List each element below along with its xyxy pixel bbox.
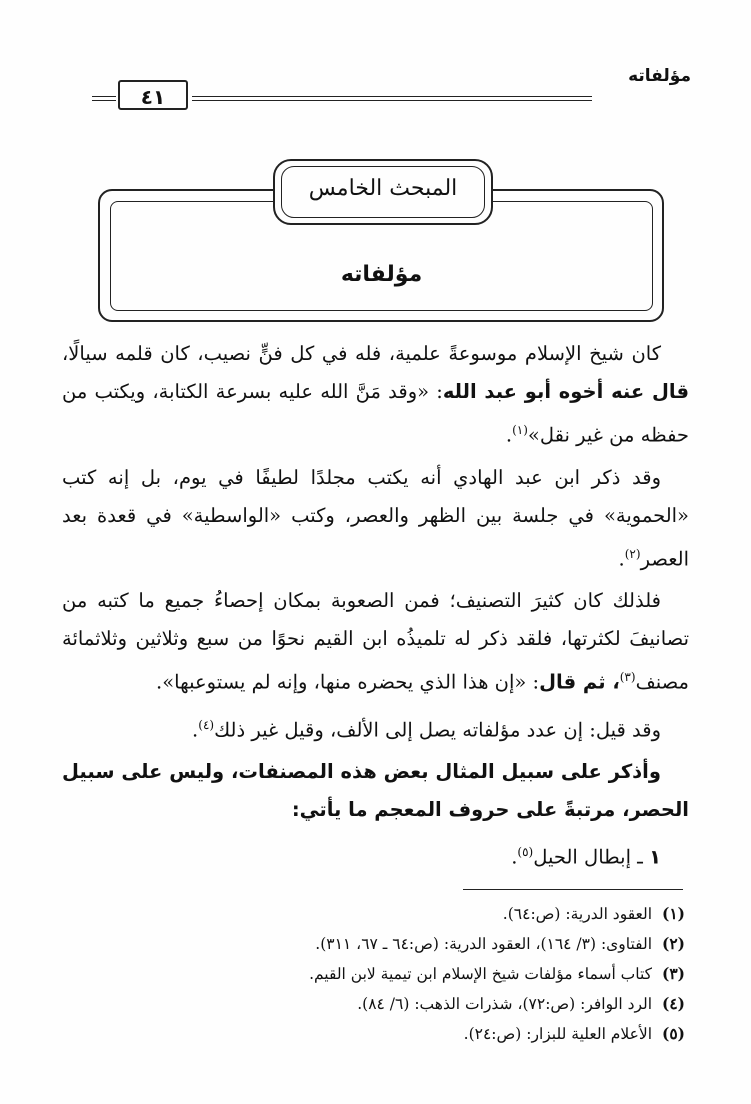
p5-bold: وأذكر على سبيل المثال بعض هذه المصنفات، وليس على سبيل الحصر، مرتبةً على حروف المعجم ما يأتي: xyxy=(62,760,689,821)
p1-text: كان شيخ الإسلام موسوعةً علمية، فله في كل فنٍّ نصيب، كان قلمه سيالًا، xyxy=(62,342,661,365)
footnote-rule xyxy=(463,889,683,890)
body-text xyxy=(62,335,689,877)
header-rule-right xyxy=(192,96,592,101)
p2-text: وقد ذكر ابن عبد الهادي أنه يكتب مجلدًا لطيفًا في يوم، بل إنه كتب «الحموية» في جلسة بين الظهر والعصر، وكتب «الواسطية» في قعدة بعد العصر xyxy=(62,465,689,570)
paragraph-2 xyxy=(62,459,689,579)
header-rule-left xyxy=(92,96,116,101)
p1-quote: : «وقد مَنَّ الله عليه بسرعة الكتابة، ويكتب من حفظه من غير نقل» xyxy=(62,380,689,447)
list-item-1 xyxy=(62,833,689,877)
footnote-5 xyxy=(60,1019,685,1049)
p4-text: وقد قيل: إن عدد مؤلفاته يصل إلى الألف، وقيل غير ذلك xyxy=(214,718,661,741)
footnote-number: (٤) xyxy=(661,994,685,1013)
footnote-ref-3: (٣) xyxy=(619,670,636,684)
footnote-text: العقود الدرية: (ص:٦٤). xyxy=(502,905,653,923)
footnote-2 xyxy=(60,929,685,959)
p4-end: . xyxy=(192,718,199,741)
footnote-number: (٥) xyxy=(661,1024,685,1043)
list-item-number: ١ xyxy=(649,845,661,869)
p2-end: . xyxy=(618,547,625,570)
list-item-end: . xyxy=(511,845,518,869)
chapter-title: مؤلفاته xyxy=(340,262,423,287)
footnote-number: (٢) xyxy=(661,934,685,953)
footnote-number: (١) xyxy=(661,904,685,923)
footnote-text: الفتاوى: (٣/ ١٦٤)، العقود الدرية: (ص:٦٤ ـ ٦٧، ٣١١). xyxy=(315,935,653,953)
paragraph-3 xyxy=(62,582,689,702)
footnote-4 xyxy=(60,989,685,1019)
footnotes xyxy=(60,899,685,1049)
footnote-ref-2: (٢) xyxy=(624,546,641,561)
footnote-1 xyxy=(60,899,685,929)
footnote-text: كتاب أسماء مؤلفات شيخ الإسلام ابن تيمية لابن القيم. xyxy=(309,965,653,983)
footnote-3 xyxy=(60,959,685,989)
footnote-number: (٣) xyxy=(661,964,685,983)
p3-bold: ، ثم قال xyxy=(539,670,620,694)
footnote-text: الرد الوافر: (ص:٧٢)، شذرات الذهب: (٦/ ٨٤). xyxy=(357,995,653,1013)
list-item-text: ـ إبطال الحيل xyxy=(533,845,650,869)
section-label: المبحث الخامس xyxy=(308,176,458,201)
p1-bold: قال عنه أخوه أبو عبد الله xyxy=(442,380,689,403)
p3-quote: : «إن هذا الذي يحضره منها، وإنه لم يستوعبها». xyxy=(156,670,540,694)
p1-end: . xyxy=(505,423,513,447)
footnote-ref-1: (١) xyxy=(512,423,528,437)
paragraph-4 xyxy=(62,706,689,750)
section-label-box xyxy=(273,159,493,225)
running-title: مؤلفاته xyxy=(628,66,691,86)
page-number: ٤١ xyxy=(118,80,188,110)
footnote-ref-5: (٥) xyxy=(517,845,534,859)
footnote-ref-4: (٤) xyxy=(198,717,215,732)
paragraph-1 xyxy=(62,335,689,455)
paragraph-5 xyxy=(62,753,689,829)
footnote-text: الأعلام العلية للبزار: (ص:٢٤). xyxy=(463,1025,653,1043)
p3-text: فلذلك كان كثيرَ التصنيف؛ فمن الصعوبة بمكان إحصاءُ جميع ما كتبه من تصانيفَ لكثرتها، فلقد ذكر له تلميذُه ابن القيم نحوًا من سبع وثلاثين وثلاثمائة مصنف xyxy=(62,589,689,694)
